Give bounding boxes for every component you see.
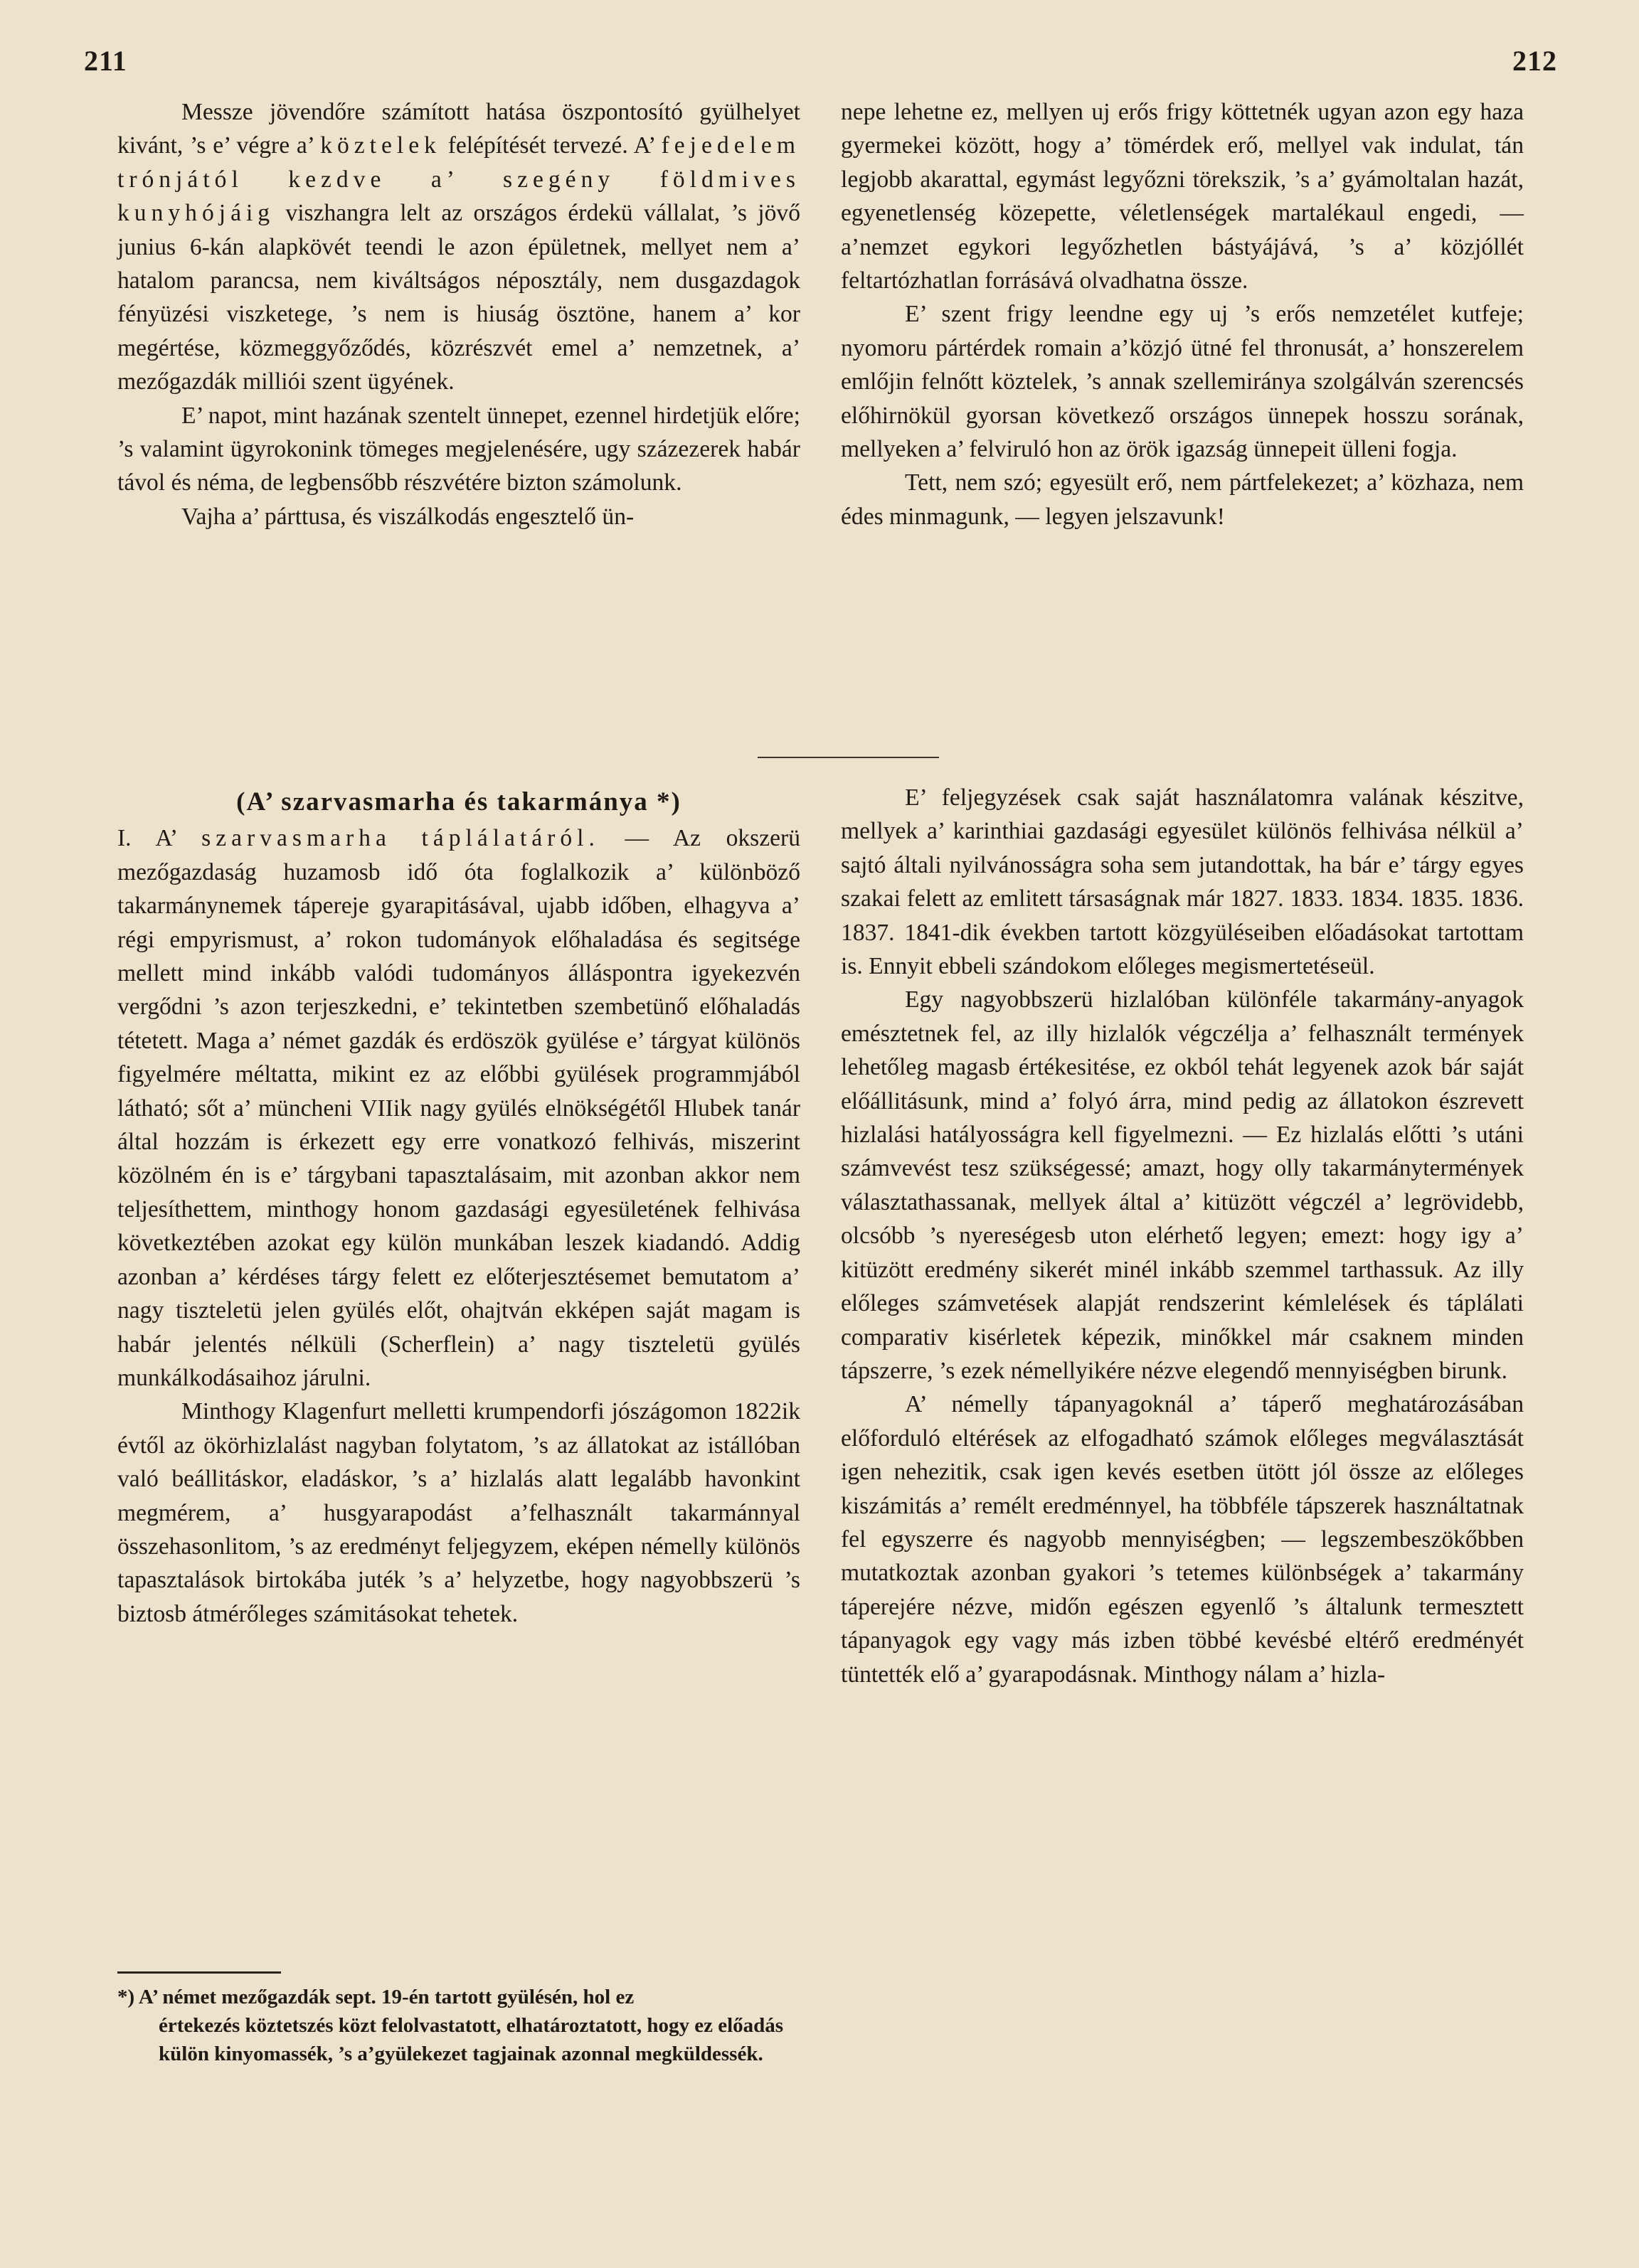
paragraph: A’ némelly tápanyagoknál a’ táperő meghatározásában előforduló eltérések az elfogadható számok előleges megválasztását igen nehezitik, csak igen kevés esetben ütött jól össze az előleges kiszámitás a’ remélt eredménnyel, ha többféle tápszerek használtatnak fel egyszerre és nagyobb mennyiségben; — legszembeszökőbben mutatkoztak azonban gyakori ’s tetemes különbségek a’ takarmány táperejére nézve, midőn egészen egyenlő ’s általunk termesztett tápanyagok egy vagy más izben többé kevésbé eltérő eredményét tüntették elő a’ gyarapodásnak. Minthogy nálam a’ hizla- [841, 1391, 1524, 1688]
paragraph: Vajha a’ párttusa, és viszálkodás engesztelő ün- [181, 503, 635, 530]
column-bottom-right [841, 781, 1524, 1691]
text: — Az okszerü mezőgazdaság huzamosb idő óta foglalkozik a’ különböző takarmánynemek tápereje gyarapitásával, ujabb időben, elhagyva a’ régi empyrismust, a’ rokon tudományok előhaladása és segitsége mellett mind inkább valódi tudományos álláspontra igyekezvén vergődni ’s azon terjeszkedni, e’ tekintetben szembetünő előhaladás tétetett. Maga a’ német gazdák és erdöszök gyülése e’ tárgyat különös figyelmére méltatta, mikint ez az előbbi gyülések programmjából látható; sőt a’ müncheni VIIik nagy gyülés elnökségétől Hlubek tanár által hozzám is érkezett egy erre vonatkozó felhivás, miszerint közölném én is e’ tárgybani tapasztalásaim, mit azonban akkor nem teljesíthettem, minthogy honom gazdasági egyesületének felhivása következtében azokat egy külön munkában leszek kiadandó. Addig azonban a’ kérdéses tárgy felett ez előterjesztésemet bemutatom a’ nagy tiszteletü jelen gyülés előt, ohajtván ekképen saját magam is habár jelentés nélküli (Scherflein) a’ nagy tiszteletü gyülés munkálkodásaihoz járulni. [117, 825, 800, 1391]
footnote-rule [117, 1971, 281, 1974]
column-top-left [117, 95, 800, 533]
footnote-first-line [117, 1983, 800, 2011]
footnote-continuation: értekezés köztetszés közt felolvastatott, elhatároztatott, hogy ez előadás külön kinyomassék, ’s a’gyülekezet tagjainak azonnal megküldessék. [159, 2014, 784, 2065]
footnote [117, 1983, 800, 2068]
article-title: (A’ szarvasmarha és takarmánya *) [236, 787, 681, 816]
column-bottom-left [117, 781, 800, 1631]
text: viszhangra lelt az országos érdekü vállalat, ’s jövő junius 6-kán alapkövét teendi le azon épületnek, mellyet nem a’ hatalom parancsa, nem kiváltságos néposztály, nem dusgazdagok fényüzési viszketege, ’s nem is hiuság ösztöne, hanem a’ kor megértése, közmeggyőződés, közrészvét emel a’ nemzetnek, a’ mezőgazdák milliói szent ügyének. [117, 200, 800, 395]
paragraph: Egy nagyobbszerü hizlalóban különféle takarmány-anyagok emésztetnek fel, az illy hizlalók végczélja a’ felhasznált termények lehetőleg magasb értékesitése, ez okból tehát legyenek azok bár saját előállitásunk, mind a’ folyó árra, mind pedig az állatokon észrevett hizlalási hatályosságra kell figyelmezni. — Ez hizlalás előtti ’s utáni számvevést tesz szükségessé; amazt, hogy olly takarmánytermények választathassanak, mellyek által a’ kitüzött végczél a’ legrövidebb, olcsóbb ’s nyereségesb uton elérhető legyen; emezt: hogy igy a’ kitüzött eredmény sikerét minél inkább szemmel tarthassuk. Az illy előleges számvetések alapját rendszerint kémlelések és táplálati comparativ kisérletek képezik, minőkkel már csaknem minden tápszerre, ’s ezek némellyikére nézve elegendő mennyiségben birunk. [841, 986, 1524, 1384]
page-number-right: 212 [1512, 45, 1557, 77]
paragraph: E’ napot, mint hazának szentelt ünnepet, ezennel hirdetjük előre; ’s valamint ügyrokonink tömeges megjelenésére, ugy százezerek habár távol és néma, de legbensőbb részvétére bizton számolunk. [117, 402, 800, 496]
paragraph: nepe lehetne ez, mellyen uj erős frigy köttetnék ugyan azon egy haza gyermekei között, hogy a’ tömérdek erő, mellyel vak indulat, tán legjobb akarattal, egymást legyőzni törekszik, ’s a’ gyámoltalan hazát, egyenetlenség közepette, véletlenségek martalékaul engedi, — a’nemzet egykori legyőzhetlen bástyájává, ’s a’ közjóllét feltartózhatlan forrásává olvadhatna össze. [841, 99, 1524, 294]
page-number-left: 211 [84, 45, 127, 77]
paragraph [117, 95, 800, 399]
footnote-marker: *) [117, 1986, 135, 2008]
text: I. A’ [117, 825, 176, 852]
paragraph: Minthogy Klagenfurt melletti krumpendorfi jószágomon 1822ik évtől az ökörhizlalást nagyban folytatom, ’s az állatokat az istállóban való beállitáskor, eladáskor, ’s a’ hizlalás alatt legalább havonkint megmérem, a’ husgyarapodást a’felhasznált takarmánnyal összehasonlitom, ’s az eredményt feljegyzem, eképen némelly különös tapasztalások birtokába juték ’s a’ helyzetbe, hogy nagyobbszerü ’s biztosb átmérőleges számitásokat tehetek. [117, 1398, 800, 1627]
section-heading: szarvasmarha táplálatáról. [201, 825, 600, 852]
spaced-text: köztelek [320, 132, 441, 159]
spaced-text: fejedelem trónjától kezdve a’ szegény földmives kunyhójáig [117, 132, 800, 227]
paragraph: Tett, nem szó; egyesült erő, nem pártfelekezet; a’ közhaza, nem édes minmagunk, — legyen jelszavunk! [841, 469, 1524, 530]
paragraph: E’ szent frigy leendne egy uj ’s erős nemzetélet kutfeje; nyomoru pártérdek romain a’közjó ütné fel thronusát, a’ honszerelem emlőjin felnőtt köztelek, ’s annak szellemiránya szolgálván szerencsés előhirnökül gyorsan következő országos ünnepek hosszu sorának, mellyeken a’ felviruló hon az örök igazság ünnepeit ülleni fogja. [841, 301, 1524, 463]
footnote-text: A’ német mezőgazdák sept. 19-én tartott gyülésén, hol ez [138, 1986, 635, 2008]
text: felépítését tervezé. A’ [447, 132, 654, 159]
paragraph: E’ feljegyzések csak saját használatomra valának készitve, mellyek a’ karinthiai gazdasági egyesület különös felhivása nélkül a’ sajtó általi nyilvánosságra soha sem jutandottak, ha bár e’ tárgy egyes szakai felett az emlitett társaságnak már 1827. 1833. 1834. 1835. 1836. 1837. 1841-dik években tartott közgyüléseiben előadásokat tartottam is. Ennyit ebbeli szándokom előleges megismertetéseül. [841, 784, 1524, 980]
text: Messze jövendőre számított hatása öszpontosító gyülhelyet kivánt, ’s e’ végre a’ [117, 99, 800, 159]
paragraph [117, 821, 800, 1395]
section-divider [758, 757, 939, 758]
column-top-right [841, 95, 1524, 533]
